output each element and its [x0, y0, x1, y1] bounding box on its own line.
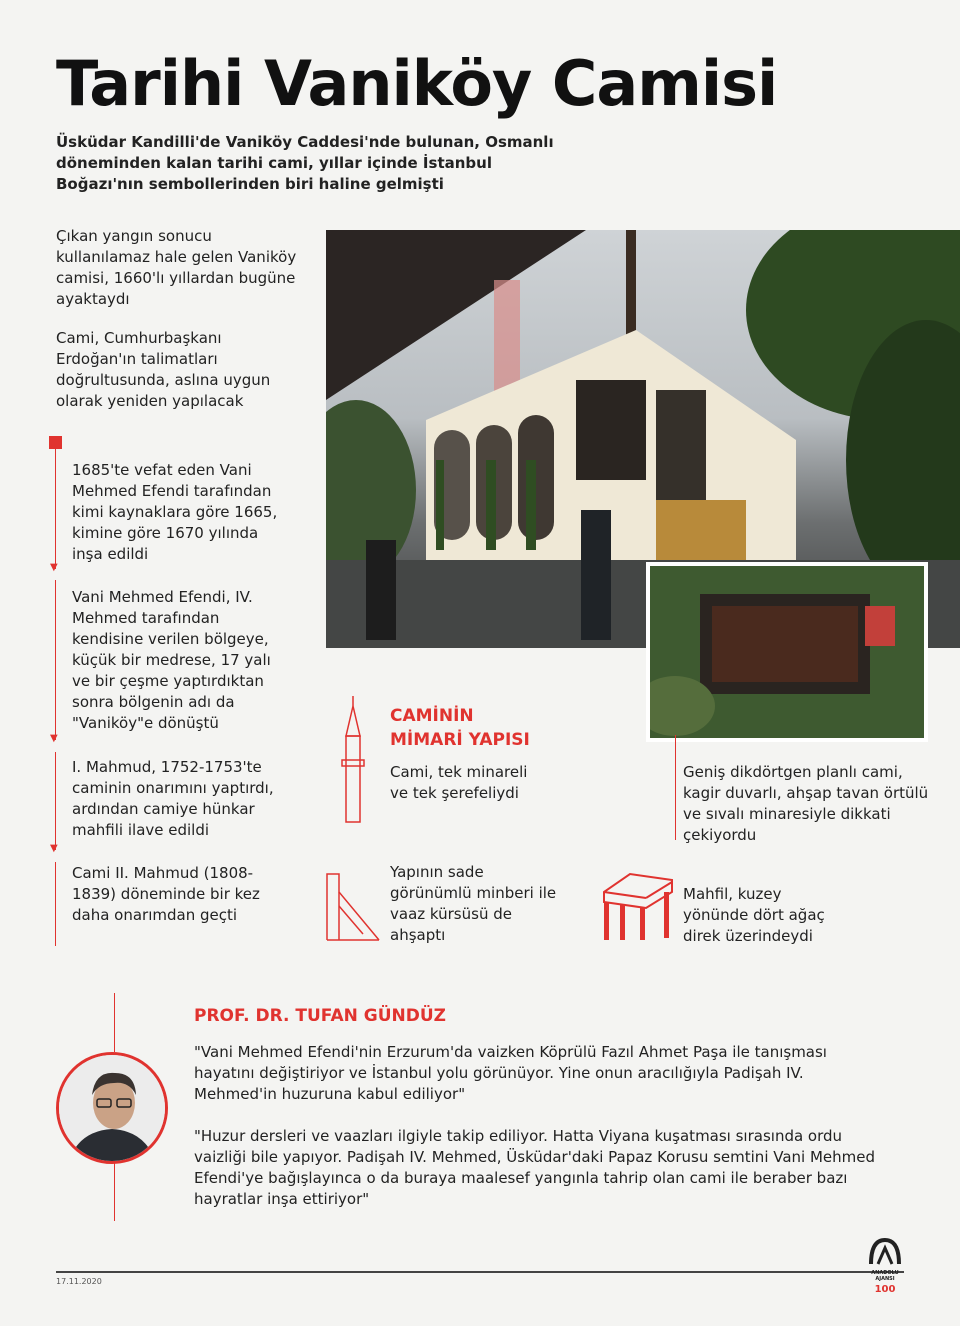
publish-date: 17.11.2020	[56, 1277, 102, 1286]
mahfil-text: Mahfil, kuzey yönünde dört ağaç direk üzerindeydi	[683, 885, 825, 945]
minaret-icon	[340, 696, 366, 830]
timeline-line	[55, 449, 56, 569]
professor-quote-1: "Vani Mehmed Efendi'nin Erzurum'da vaizken Köprülü Fazıl Ahmet Paşa ile tanışması hayatını değiştiriyor ve İstanbul yolu görünüyor. Yine onun aracılığıyla Padişah IV. Mehmed'in huzuruna kabul ediliyor"	[194, 1043, 827, 1103]
aerial-photo	[646, 562, 928, 742]
page-title: Tarihi Vaniköy Camisi	[56, 47, 778, 120]
professor-line-bottom	[114, 1161, 115, 1221]
timeline-arrow-icon: ▼	[50, 733, 58, 744]
mahfil-icon	[600, 870, 676, 946]
timeline-item: Cami II. Mahmud (1808-1839) döneminde bir kez daha onarımdan geçti	[72, 864, 260, 924]
footer-divider	[56, 1271, 904, 1273]
timeline-item: Vani Mehmed Efendi, IV. Mehmed tarafından kendisine verilen bölgeye, küçük bir medrese, 17 yalı ve bir çeşme yaptırdıktan sonra bölgenin adı da "Vaniköy"e dönüştü	[72, 588, 271, 732]
timeline-start-marker	[49, 436, 62, 449]
photo-connector-line	[675, 735, 676, 840]
timeline-arrow-icon: ▼	[50, 843, 58, 854]
minbar-icon	[325, 872, 381, 946]
plan-text: Geniş dikdörtgen planlı cami, kagir duvarlı, ahşap tavan örtülü ve sıvalı minaresiyle dikkati çekiyordu	[683, 763, 929, 844]
timeline-line	[55, 580, 56, 740]
architecture-heading-line2: MİMARİ YAPISI	[390, 730, 530, 750]
intro-paragraph-1: Çıkan yangın sonucu kullanılamaz hale gelen Vaniköy camisi, 1660'lı yıllardan bugüne ayaktaydı	[56, 227, 297, 308]
professor-quote-2: "Huzur dersleri ve vaazları ilgiyle takip ediliyor. Hatta Viyana kuşatması sırasında ordu vaizliği bile yapıyor. Padişah IV. Mehmed, Üsküdar'daki Papaz Korusu semtini Vani Mehmed Efendi'ye bağışlayınca o da buraya maalesef yangınla tahrip olan cami ile beraber bazı hayratlar inşa ettiriyor"	[194, 1127, 876, 1208]
professor-line-top	[114, 993, 115, 1052]
page-subtitle: Üsküdar Kandilli'de Vaniköy Caddesi'nde bulunan, Osmanlı döneminden kalan tarihi cami, yıllar içinde İstanbul Boğazı'nın sembollerinden biri haline gelmişti	[56, 133, 554, 193]
timeline-line	[55, 752, 56, 850]
intro-paragraph-2: Cami, Cumhurbaşkanı Erdoğan'ın talimatları doğrultusunda, aslına uygun olarak yeniden yapılacak	[56, 329, 271, 410]
professor-portrait	[59, 1055, 165, 1161]
architecture-heading-line1: CAMİNİN	[390, 706, 474, 726]
timeline-line	[55, 862, 56, 946]
aerial-illustration	[650, 566, 924, 738]
minaret-text: Cami, tek minareli ve tek şerefeliydi	[390, 763, 528, 802]
aa-logo-text: ANADOLU AJANSI	[871, 1270, 899, 1282]
timeline-item: I. Mahmud, 1752-1753'te caminin onarımını yaptırdı, ardından camiye hünkar mahfili ilave edildi	[72, 758, 274, 839]
timeline-item: 1685'te vefat eden Vani Mehmed Efendi tarafından kimi kaynaklara göre 1665, kimine göre 1670 yılında inşa edildi	[72, 461, 278, 563]
aa-logo-icon	[867, 1236, 903, 1266]
professor-name: PROF. DR. TUFAN GÜNDÜZ	[194, 1006, 446, 1026]
aa-logo	[862, 1236, 908, 1295]
avatar	[56, 1052, 168, 1164]
timeline-arrow-icon: ▼	[50, 562, 58, 573]
anniversary-mark: 100	[874, 1284, 896, 1295]
minbar-text: Yapının sade görünümlü minberi ile vaaz kürsüsü de ahşaptı	[390, 863, 557, 944]
